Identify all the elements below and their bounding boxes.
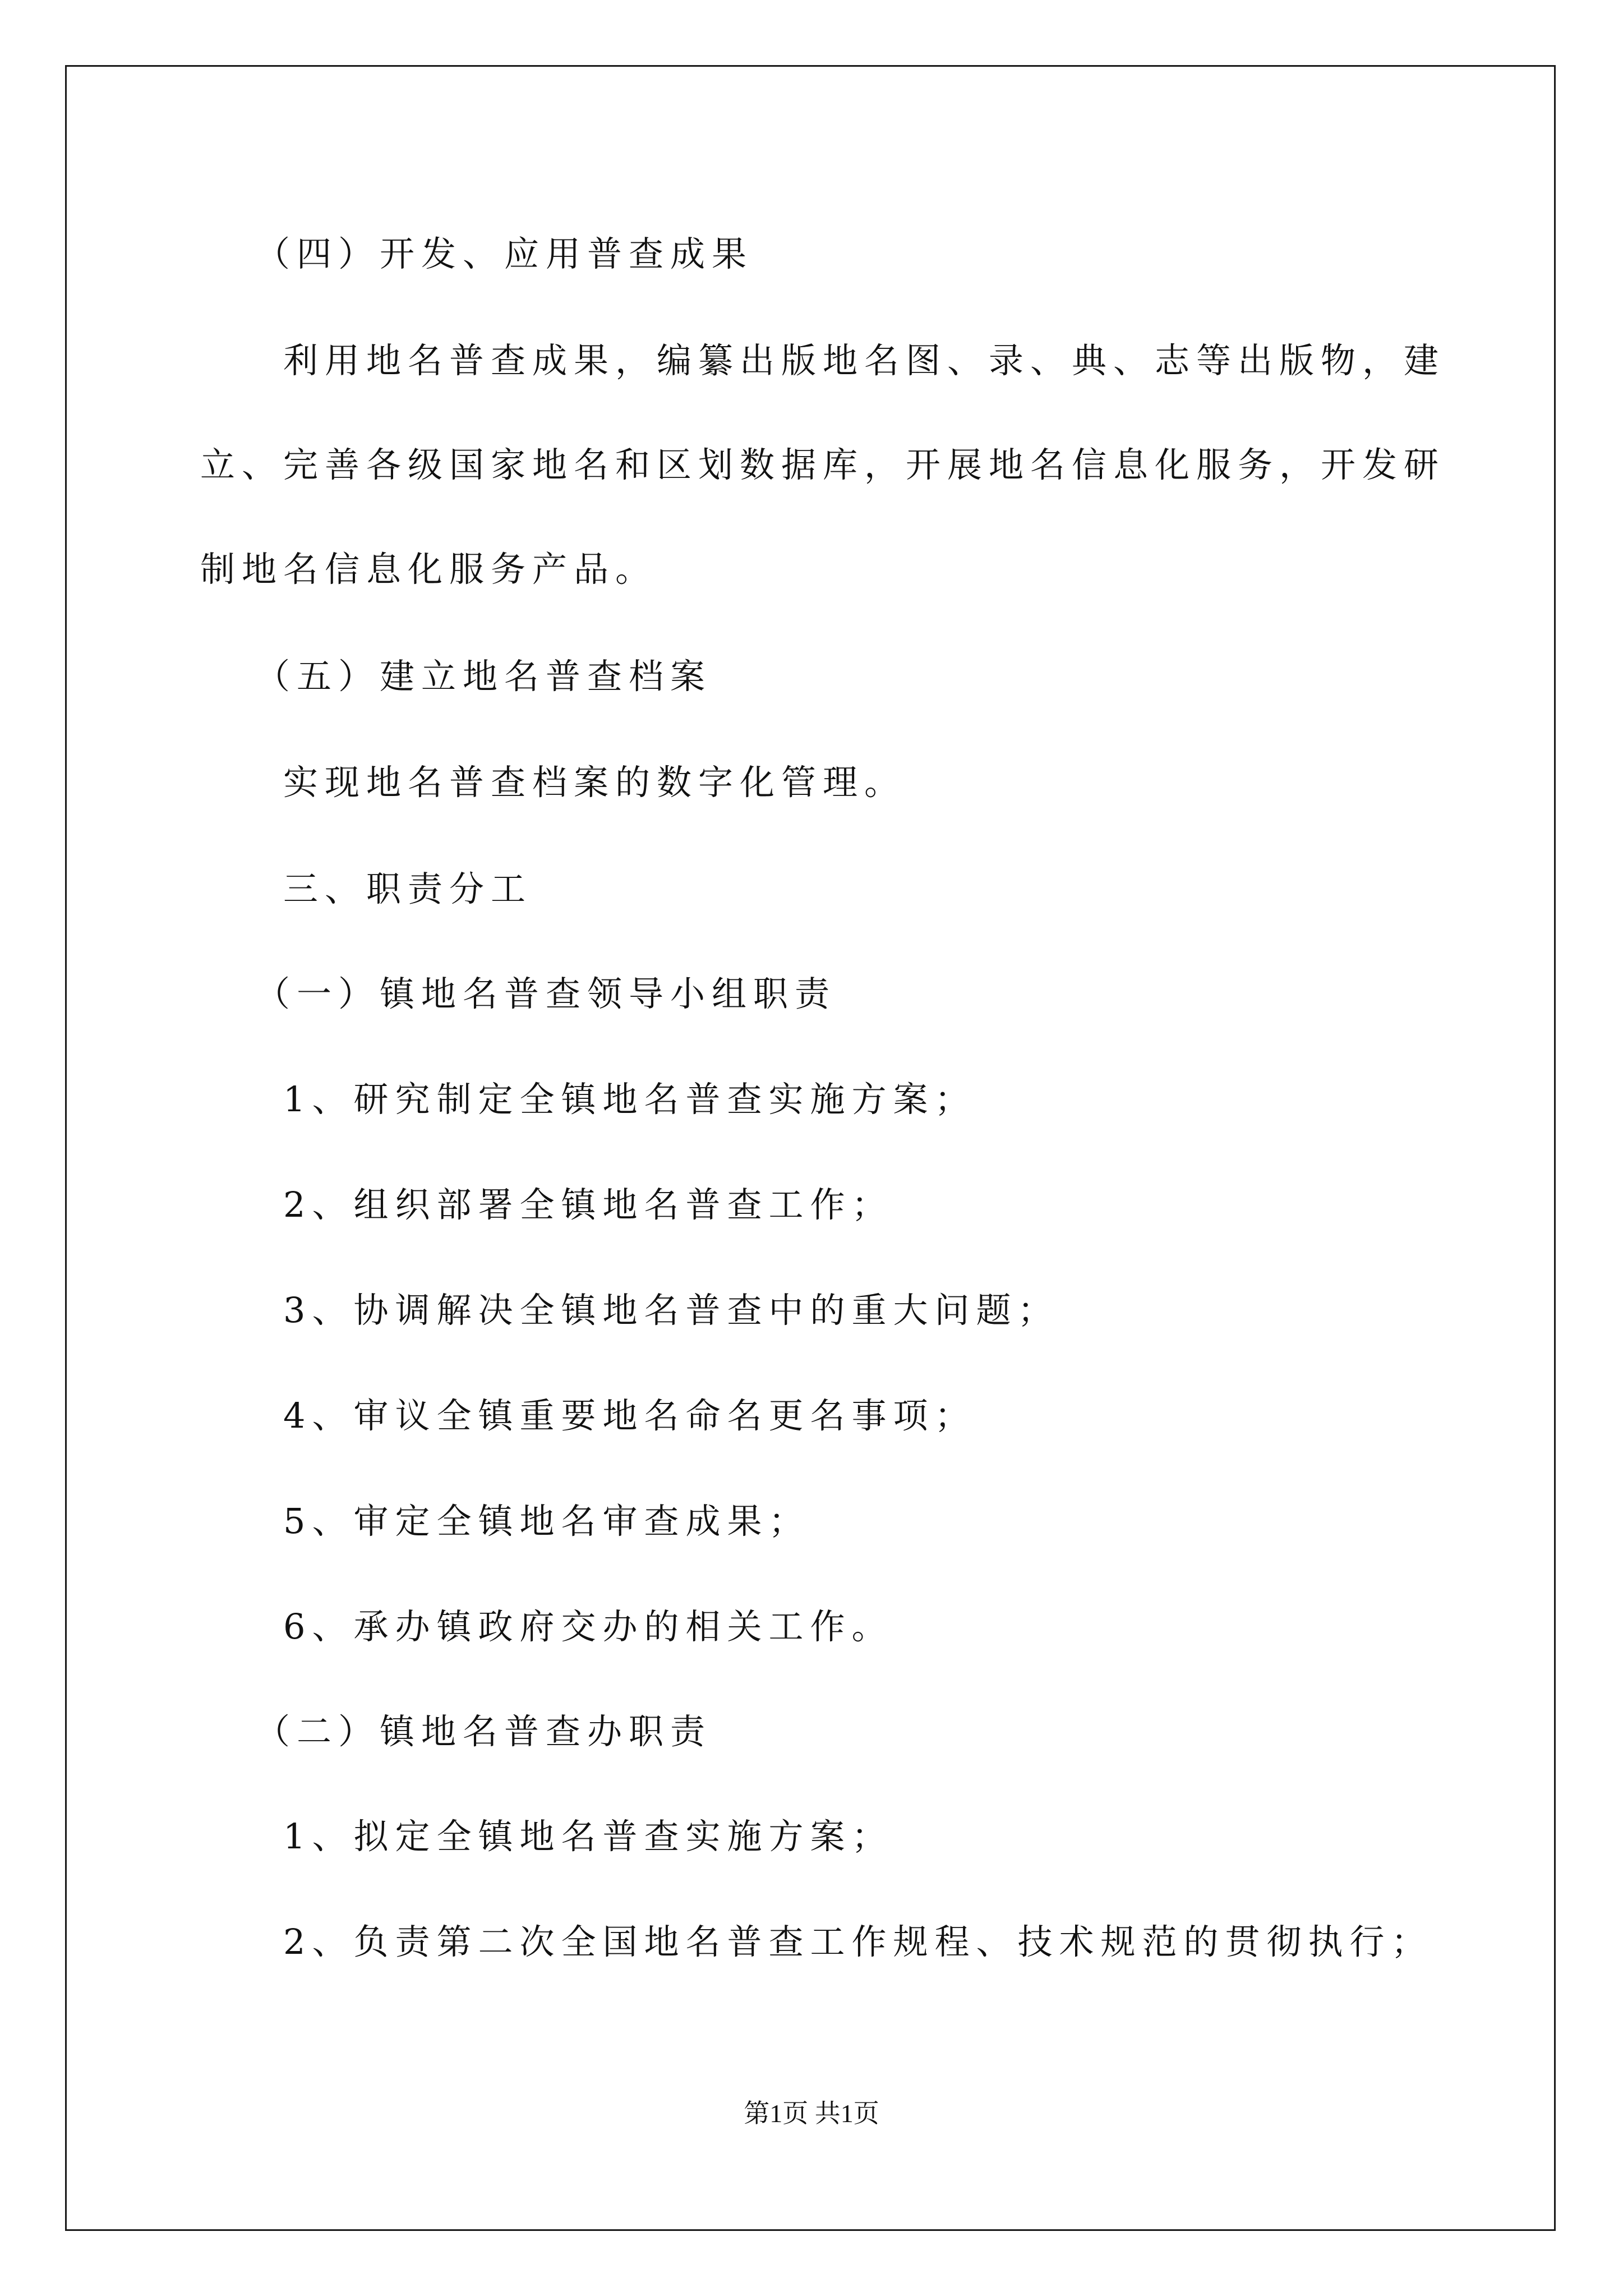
section-heading-5: （五）建立地名普查档案: [255, 656, 712, 697]
paragraph-line: 利用地名普查成果，编纂出版地名图、录、典、志等出版物，建: [283, 340, 1446, 381]
subsection-heading-1: （一）镇地名普查领导小组职责: [255, 973, 837, 1014]
paragraph-line: 立、完善各级国家地名和区划数据库，开展地名信息化服务，开发研: [200, 444, 1446, 485]
section-heading-3: 三、职责分工: [283, 868, 533, 909]
list-item: 6、承办镇政府交办的相关工作。: [283, 1606, 893, 1647]
list-item: 2、组织部署全镇地名普查工作；: [283, 1184, 893, 1225]
list-item: 2、负责第二次全国地名普查工作规程、技术规范的贯彻执行；: [283, 1921, 1433, 1962]
subsection-heading-2: （二）镇地名普查办职责: [255, 1711, 712, 1752]
paragraph-line: 制地名信息化服务产品。: [200, 549, 657, 590]
paragraph-line: 实现地名普查档案的数字化管理。: [283, 762, 906, 803]
page-border: [65, 65, 1556, 2231]
page-footer: 第1页 共1页: [744, 2099, 879, 2128]
list-item: 1、研究制定全镇地名普查实施方案；: [283, 1079, 976, 1120]
list-item: 3、协调解决全镇地名普查中的重大问题；: [283, 1290, 1059, 1331]
list-item: 5、审定全镇地名审查成果；: [283, 1501, 810, 1542]
list-item: 4、审议全镇重要地名命名更名事项；: [283, 1395, 976, 1436]
section-heading-4: （四）开发、应用普查成果: [255, 233, 754, 274]
list-item: 1、拟定全镇地名普查实施方案；: [283, 1816, 893, 1857]
